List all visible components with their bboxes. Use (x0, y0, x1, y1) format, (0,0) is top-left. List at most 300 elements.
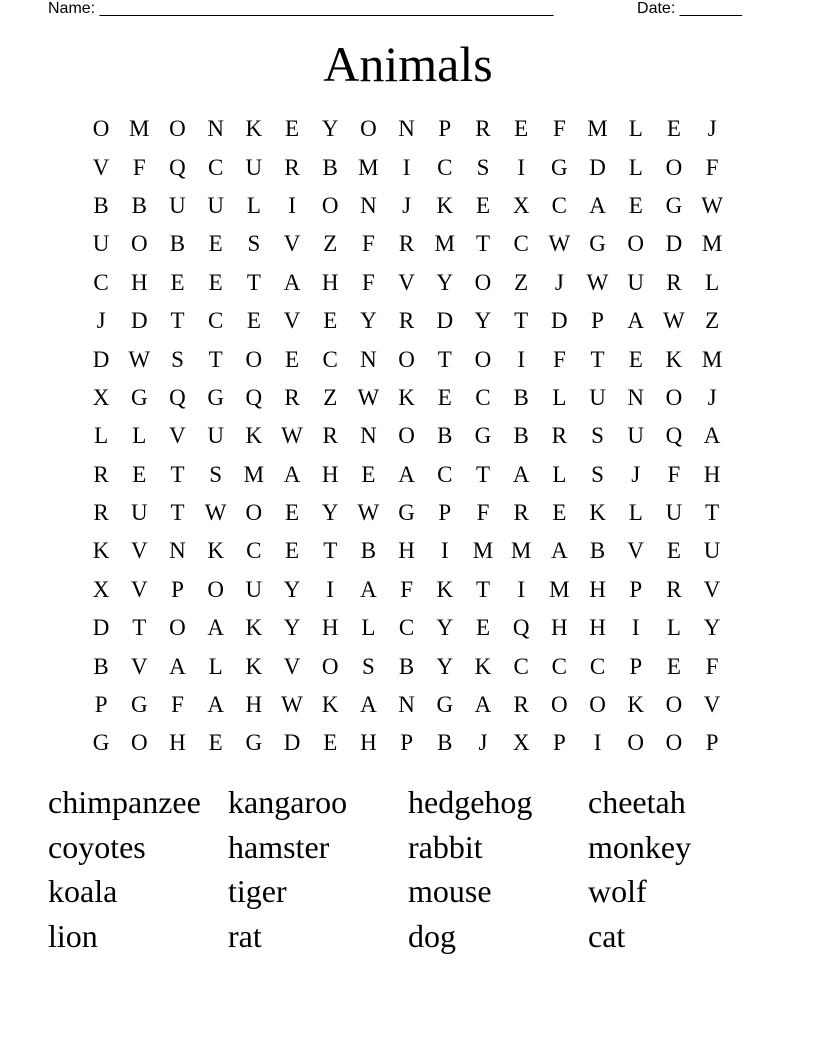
grid-letter: B (398, 653, 415, 679)
grid-letter: A (512, 461, 530, 487)
grid-letter: B (589, 538, 606, 564)
word-bank-item: cat (588, 918, 626, 955)
grid-letter: A (283, 461, 301, 487)
grid-letter: O (551, 692, 568, 718)
grid-letter: Q (169, 384, 186, 410)
grid-letter: P (400, 730, 413, 756)
grid-letter: H (398, 538, 415, 564)
grid-letter: R (666, 269, 682, 295)
grid-letter: U (627, 423, 645, 449)
grid-letter: L (246, 192, 261, 218)
grid-letter: L (361, 615, 376, 641)
grid-letter: O (169, 116, 186, 142)
grid-letter: R (93, 500, 109, 526)
grid-letter: F (552, 346, 566, 372)
grid-letter: P (438, 500, 452, 526)
grid-letter: E (208, 730, 223, 756)
grid-letter: A (474, 692, 492, 718)
grid-letter: R (398, 308, 415, 334)
word-bank-item: wolf (588, 873, 647, 910)
grid-letter: W (281, 423, 303, 449)
grid-letter: F (132, 154, 146, 180)
grid-letter: F (362, 231, 375, 257)
grid-letter: N (627, 384, 645, 410)
word-bank-item: lion (48, 918, 98, 955)
grid-letter: K (665, 346, 683, 372)
grid-letter: E (666, 538, 681, 564)
grid-letter: Z (705, 308, 720, 334)
grid-letter: W (204, 500, 227, 526)
grid-letter: E (666, 116, 681, 142)
word-bank-item: tiger (228, 873, 287, 910)
grid-letter: Z (514, 269, 529, 295)
grid-letter: U (245, 576, 263, 602)
grid-letter: R (284, 384, 300, 410)
grid-letter: T (437, 346, 452, 372)
grid-letter: M (243, 461, 265, 487)
grid-letter: Y (703, 615, 721, 641)
grid-letter: R (513, 500, 529, 526)
grid-letter: I (326, 576, 335, 602)
grid-letter: R (666, 576, 682, 602)
grid-letter: T (208, 346, 223, 372)
grid-letter: P (629, 576, 643, 602)
word-bank-item: mouse (408, 873, 492, 910)
grid-letter: S (591, 461, 604, 487)
grid-letter: F (362, 269, 375, 295)
word-bank-item: monkey (588, 828, 692, 865)
grid-letter: E (475, 615, 490, 641)
grid-letter: C (437, 461, 453, 487)
grid-letter: Y (321, 500, 339, 526)
grid-letter: T (170, 461, 185, 487)
grid-letter: Y (436, 653, 454, 679)
word-bank-item: rat (228, 918, 262, 955)
grid-letter: C (513, 231, 529, 257)
grid-letter: X (92, 384, 110, 410)
grid-letter: A (627, 308, 645, 334)
grid-letter: B (93, 653, 109, 679)
grid-letter: J (96, 308, 106, 334)
grid-letter: V (703, 576, 721, 602)
grid-letter: K (207, 538, 224, 564)
grid-letter: M (701, 346, 723, 372)
grid-letter: M (510, 538, 532, 564)
grid-letter: P (629, 653, 643, 679)
grid-letter: L (705, 269, 720, 295)
grid-letter: B (513, 423, 529, 449)
grid-letter: U (627, 269, 645, 295)
grid-letter: U (207, 192, 224, 218)
grid-letter: D (92, 346, 110, 372)
grid-letter: W (128, 346, 151, 372)
grid-letter: F (476, 500, 490, 526)
grid-letter: J (478, 730, 488, 756)
grid-letter: G (665, 192, 683, 218)
grid-letter: O (627, 730, 645, 756)
grid-letter: R (551, 423, 568, 449)
grid-letter: S (476, 154, 490, 180)
grid-letter: H (360, 730, 377, 756)
grid-letter: E (208, 231, 223, 257)
grid-letter: N (207, 116, 224, 142)
grid-letter: Q (512, 615, 530, 641)
grid-letter: L (208, 653, 223, 679)
grid-letter: C (207, 308, 224, 334)
grid-letter: Z (323, 384, 338, 410)
grid-letter: D (589, 154, 606, 180)
grid-letter: G (398, 500, 415, 526)
grid-letter: C (437, 154, 453, 180)
grid-letter: H (130, 269, 148, 295)
grid-letter: A (360, 692, 377, 718)
grid-letter: K (474, 653, 492, 679)
grid-letter: E (437, 384, 452, 410)
grid-letter: W (357, 384, 380, 410)
grid-letter: O (627, 231, 645, 257)
grid-letter: J (707, 116, 717, 142)
grid-letter: P (552, 730, 566, 756)
grid-letter: E (666, 653, 681, 679)
word-bank-item: rabbit (408, 828, 483, 865)
grid-letter: V (398, 269, 415, 295)
grid-letter: E (285, 116, 300, 142)
grid-letter: I (517, 154, 525, 180)
grid-letter: J (554, 269, 564, 295)
grid-letter: Y (474, 308, 492, 334)
grid-letter: Q (665, 423, 683, 449)
grid-letter: M (549, 576, 570, 602)
grid-letter: K (627, 692, 645, 718)
grid-letter: P (438, 116, 452, 142)
grid-letter: A (207, 692, 224, 718)
grid-letter: K (245, 116, 263, 142)
grid-letter: O (321, 192, 339, 218)
grid-letter: O (169, 615, 186, 641)
grid-letter: E (628, 346, 643, 372)
grid-letter: H (169, 730, 186, 756)
grid-letter: N (360, 192, 377, 218)
grid-letter: X (92, 576, 110, 602)
word-bank-item: hamster (228, 828, 330, 865)
grid-letter: L (628, 116, 643, 142)
word-bank-item: cheetah (588, 784, 686, 820)
grid-letter: C (551, 653, 568, 679)
grid-letter: E (208, 269, 223, 295)
grid-letter: Y (283, 576, 301, 602)
grid-letter: A (283, 269, 301, 295)
grid-letter: Y (321, 116, 339, 142)
grid-letter: K (245, 615, 263, 641)
grid-letter: E (361, 461, 376, 487)
grid-letter: F (667, 461, 681, 487)
grid-letter: T (170, 308, 185, 334)
grid-letter: G (589, 231, 606, 257)
grid-letter: T (475, 461, 490, 487)
grid-letter: O (665, 154, 683, 180)
grid-letter: G (207, 384, 224, 410)
grid-letter: T (590, 346, 605, 372)
grid-letter: M (587, 116, 608, 142)
grid-letter: P (591, 308, 604, 334)
grid-letter: K (245, 653, 263, 679)
grid-letter: T (475, 231, 490, 257)
grid-letter: K (436, 192, 454, 218)
grid-letter: O (665, 730, 683, 756)
grid-letter: C (398, 615, 415, 641)
grid-letter: S (171, 346, 184, 372)
worksheet-header (48, 0, 742, 20)
grid-letter: T (475, 576, 490, 602)
grid-letter: K (398, 384, 415, 410)
grid-letter: O (321, 653, 339, 679)
grid-letter: P (171, 576, 184, 602)
page-title: Animals (323, 36, 493, 92)
grid-letter: U (703, 538, 721, 564)
grid-letter: O (398, 423, 415, 449)
grid-letter: V (169, 423, 186, 449)
grid-letter: V (92, 154, 110, 180)
grid-letter: G (92, 730, 110, 756)
grid-letter: O (130, 231, 148, 257)
grid-letter: P (705, 730, 719, 756)
grid-letter: I (440, 538, 449, 564)
grid-letter: X (512, 192, 530, 218)
grid-letter: H (589, 576, 606, 602)
grid-letter: S (591, 423, 604, 449)
grid-letter: A (551, 538, 568, 564)
grid-letter: H (321, 269, 339, 295)
grid-letter: O (245, 500, 263, 526)
grid-letter: O (589, 692, 606, 718)
grid-letter: O (245, 346, 263, 372)
word-bank-item: koala (48, 873, 118, 910)
grid-letter: E (475, 192, 490, 218)
grid-letter: U (589, 384, 606, 410)
grid-letter: C (589, 653, 606, 679)
grid-letter: H (589, 615, 606, 641)
grid-letter: E (323, 730, 338, 756)
grid-letter: E (170, 269, 185, 295)
grid-letter: V (283, 308, 301, 334)
grid-letter: T (705, 500, 720, 526)
grid-letter: N (169, 538, 186, 564)
grid-letter: E (628, 192, 643, 218)
grid-letter: U (207, 423, 224, 449)
grid-letter: W (357, 500, 380, 526)
grid-letter: T (170, 500, 185, 526)
grid-letter: Z (323, 231, 338, 257)
grid-letter: T (514, 308, 529, 334)
date-line: Date: _______ (637, 0, 742, 17)
word-bank-item: coyotes (48, 828, 146, 865)
grid-letter: J (631, 461, 641, 487)
grid-letter: N (360, 346, 377, 372)
grid-letter: E (552, 500, 567, 526)
grid-letter: K (92, 538, 110, 564)
grid-letter: H (703, 461, 721, 487)
grid-letter: M (434, 231, 455, 257)
grid-letter: I (593, 730, 602, 756)
grid-letter: E (285, 500, 300, 526)
grid-letter: L (666, 615, 681, 641)
grid-letter: F (705, 653, 719, 679)
grid-letter: V (703, 692, 721, 718)
grid-letter: A (398, 461, 415, 487)
grid-letter: S (247, 231, 261, 257)
grid-letter: L (628, 500, 643, 526)
grid-letter: F (171, 692, 184, 718)
grid-letter: B (437, 730, 453, 756)
grid-letter: W (586, 269, 609, 295)
grid-letter: E (246, 308, 261, 334)
grid-letter: R (284, 154, 300, 180)
grid-letter: H (245, 692, 263, 718)
grid-letter: D (283, 730, 301, 756)
grid-letter: C (93, 269, 109, 295)
grid-letter: S (209, 461, 223, 487)
grid-letter: C (475, 384, 491, 410)
grid-letter: F (552, 116, 566, 142)
grid-letter: L (628, 154, 643, 180)
grid-letter: V (627, 538, 645, 564)
word-bank (48, 780, 768, 959)
grid-letter: E (132, 461, 147, 487)
grid-letter: X (512, 730, 530, 756)
grid-letter: Y (283, 615, 301, 641)
grid-letter: B (513, 384, 529, 410)
grid-letter: R (398, 231, 415, 257)
grid-letter: T (323, 538, 338, 564)
grid-letter: I (517, 346, 525, 372)
grid-letter: O (474, 269, 492, 295)
grid-letter: M (472, 538, 494, 564)
grid-letter: W (281, 692, 303, 718)
grid-letter: A (703, 423, 721, 449)
grid-letter: I (631, 615, 640, 641)
grid-letter: R (475, 116, 491, 142)
grid-letter: F (705, 154, 719, 180)
grid-letter: C (246, 538, 262, 564)
grid-letter: B (93, 192, 109, 218)
grid-letter: B (322, 154, 338, 180)
grid-letter: Y (436, 269, 454, 295)
grid-letter: A (360, 576, 377, 602)
grid-letter: V (130, 538, 148, 564)
grid-letter: N (398, 692, 415, 718)
grid-letter: V (130, 576, 148, 602)
grid-letter: I (402, 154, 411, 180)
grid-letter: D (665, 231, 683, 257)
grid-letter: Q (169, 154, 186, 180)
grid-letter: P (94, 692, 108, 718)
letter-grid (82, 110, 731, 763)
grid-letter: J (707, 384, 717, 410)
grid-letter: Y (360, 308, 377, 334)
grid-letter: G (130, 384, 148, 410)
grid-letter: L (552, 384, 567, 410)
grid-letter: F (400, 576, 413, 602)
grid-letter: H (321, 461, 339, 487)
grid-letter: K (321, 692, 339, 718)
grid-letter: M (358, 154, 379, 180)
grid-letter: G (436, 692, 454, 718)
grid-letter: V (283, 231, 301, 257)
grid-letter: Y (436, 615, 454, 641)
grid-letter: Q (245, 384, 263, 410)
grid-letter: O (665, 692, 683, 718)
grid-letter: M (701, 231, 723, 257)
grid-letter: A (169, 653, 186, 679)
grid-letter: R (93, 461, 109, 487)
grid-letter: D (551, 308, 568, 334)
grid-letter: T (132, 615, 147, 641)
grid-letter: A (589, 192, 606, 218)
grid-letter: B (169, 231, 186, 257)
grid-letter: I (517, 576, 525, 602)
grid-letter: O (665, 384, 683, 410)
grid-letter: G (245, 730, 263, 756)
grid-letter: O (360, 116, 377, 142)
grid-letter: W (548, 231, 571, 257)
grid-letter: U (130, 500, 148, 526)
grid-letter: U (92, 231, 110, 257)
word-bank-item: chimpanzee (48, 784, 201, 820)
grid-letter: V (130, 653, 148, 679)
grid-letter: K (245, 423, 263, 449)
grid-letter: L (552, 461, 567, 487)
grid-letter: I (288, 192, 296, 218)
grid-letter: H (321, 615, 339, 641)
grid-letter: D (436, 308, 454, 334)
grid-letter: R (513, 692, 529, 718)
grid-letter: L (94, 423, 109, 449)
grid-letter: J (402, 192, 412, 218)
grid-letter: K (589, 500, 606, 526)
grid-letter: O (130, 730, 148, 756)
grid-letter: T (246, 269, 261, 295)
grid-letter: N (398, 116, 415, 142)
grid-letter: W (663, 308, 685, 334)
grid-letter: O (474, 346, 492, 372)
grid-letter: U (245, 154, 263, 180)
grid-letter: O (92, 116, 110, 142)
word-bank-item: hedgehog (408, 784, 533, 820)
grid-letter: H (551, 615, 568, 641)
grid-letter: O (207, 576, 224, 602)
grid-letter: D (92, 615, 110, 641)
grid-letter: O (398, 346, 415, 372)
grid-letter: E (285, 538, 300, 564)
grid-letter: K (436, 576, 454, 602)
grid-letter: B (437, 423, 453, 449)
grid-letter: G (474, 423, 492, 449)
grid-letter: B (360, 538, 377, 564)
grid-letter: N (360, 423, 377, 449)
grid-letter: C (207, 154, 224, 180)
name-line: Name: ___________________________________________________ (48, 0, 554, 17)
grid-letter: G (551, 154, 568, 180)
grid-letter: E (285, 346, 300, 372)
grid-letter: E (323, 308, 338, 334)
grid-letter: C (513, 653, 529, 679)
grid-letter: E (514, 116, 529, 142)
grid-letter: S (362, 653, 375, 679)
grid-letter: M (129, 116, 150, 142)
grid-letter: W (701, 192, 723, 218)
grid-letter: V (283, 653, 301, 679)
word-bank-item: dog (408, 918, 456, 955)
